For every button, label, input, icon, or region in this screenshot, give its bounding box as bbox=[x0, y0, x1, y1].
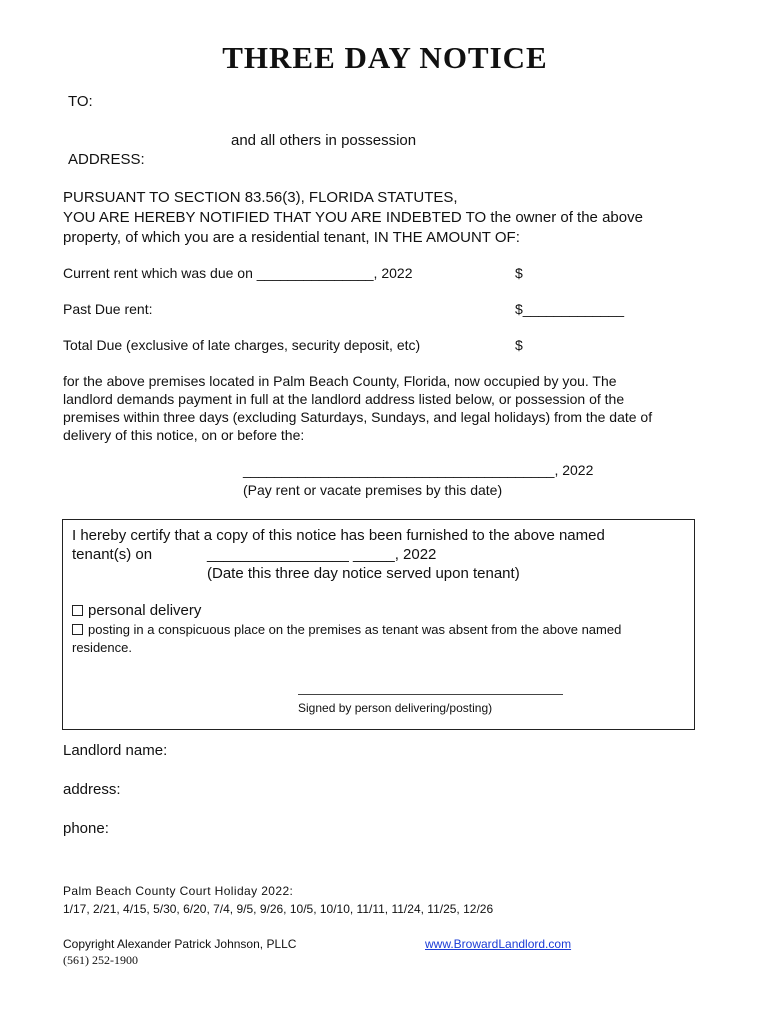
premises-line-3: premises within three days (excluding Saturdays, Sundays, and legal holidays) from the date of bbox=[63, 409, 653, 425]
address-label: ADDRESS: bbox=[68, 151, 145, 168]
total-due-label: Total Due (exclusive of late charges, security deposit, etc) bbox=[63, 337, 421, 353]
landlord-phone-label: phone: bbox=[63, 820, 109, 837]
to-label: TO: bbox=[68, 93, 93, 110]
pursuant-line-3: property, of which you are a residential tenant, IN THE AMOUNT OF: bbox=[63, 229, 520, 246]
served-date-blank[interactable]: _________________ _____, 2022 bbox=[207, 546, 437, 563]
website-link[interactable]: www.BrowardLandlord.com bbox=[425, 937, 572, 951]
total-due-value: $ bbox=[515, 337, 523, 353]
personal-delivery-checkbox[interactable] bbox=[72, 605, 83, 616]
posting-label-continued: residence. bbox=[72, 640, 132, 655]
certify-tenant-label: tenant(s) on bbox=[72, 546, 153, 563]
served-date-caption: (Date this three day notice served upon tenant) bbox=[207, 565, 520, 582]
posting-label: posting in a conspicuous place on the premises as tenant was absent from the above named bbox=[88, 622, 622, 637]
landlord-name-label: Landlord name: bbox=[63, 742, 168, 759]
personal-delivery-label: personal delivery bbox=[88, 602, 202, 619]
signature-caption: Signed by person delivering/posting) bbox=[298, 701, 493, 715]
posting-option[interactable] bbox=[72, 622, 621, 637]
footer-phone: (561) 252-1900 bbox=[63, 953, 138, 967]
landlord-address-label: address: bbox=[63, 781, 121, 798]
premises-line-4: delivery of this notice, on or before the: bbox=[63, 427, 305, 443]
past-due-value: $_____________ bbox=[515, 301, 625, 317]
current-rent-value: $ bbox=[515, 265, 523, 281]
pursuant-line-2: YOU ARE HEREBY NOTIFIED THAT YOU ARE INDEBTED TO the owner of the above bbox=[63, 209, 643, 226]
holidays-heading: Palm Beach County Court Holiday 2022: bbox=[63, 884, 294, 898]
premises-line-2: landlord demands payment in full at the landlord address listed below, or possession of the bbox=[63, 391, 625, 407]
premises-line-1: for the above premises located in Palm Beach County, Florida, now occupied by you. The bbox=[63, 373, 617, 389]
deadline-date-blank[interactable]: ________________________________________, 2022 bbox=[243, 462, 594, 478]
others-in-possession: and all others in possession bbox=[231, 132, 417, 149]
deadline-caption: (Pay rent or vacate premises by this date) bbox=[243, 482, 503, 498]
copyright-text: Copyright Alexander Patrick Johnson, PLLC bbox=[63, 937, 297, 951]
signature-line[interactable] bbox=[298, 694, 563, 695]
posting-checkbox[interactable] bbox=[72, 624, 83, 635]
current-rent-label: Current rent which was due on _______________, 2022 bbox=[63, 265, 413, 281]
personal-delivery-option[interactable] bbox=[72, 602, 201, 619]
past-due-label: Past Due rent: bbox=[63, 301, 153, 317]
holidays-dates: 1/17, 2/21, 4/15, 5/30, 6/20, 7/4, 9/5, 9/26, 10/5, 10/10, 11/11, 11/24, 11/25, 12/26 bbox=[63, 902, 494, 916]
pursuant-line-1: PURSUANT TO SECTION 83.56(3), FLORIDA STATUTES, bbox=[63, 189, 458, 206]
page-title: THREE DAY NOTICE bbox=[222, 40, 548, 75]
certify-line-1: I hereby certify that a copy of this notice has been furnished to the above named bbox=[72, 527, 605, 544]
